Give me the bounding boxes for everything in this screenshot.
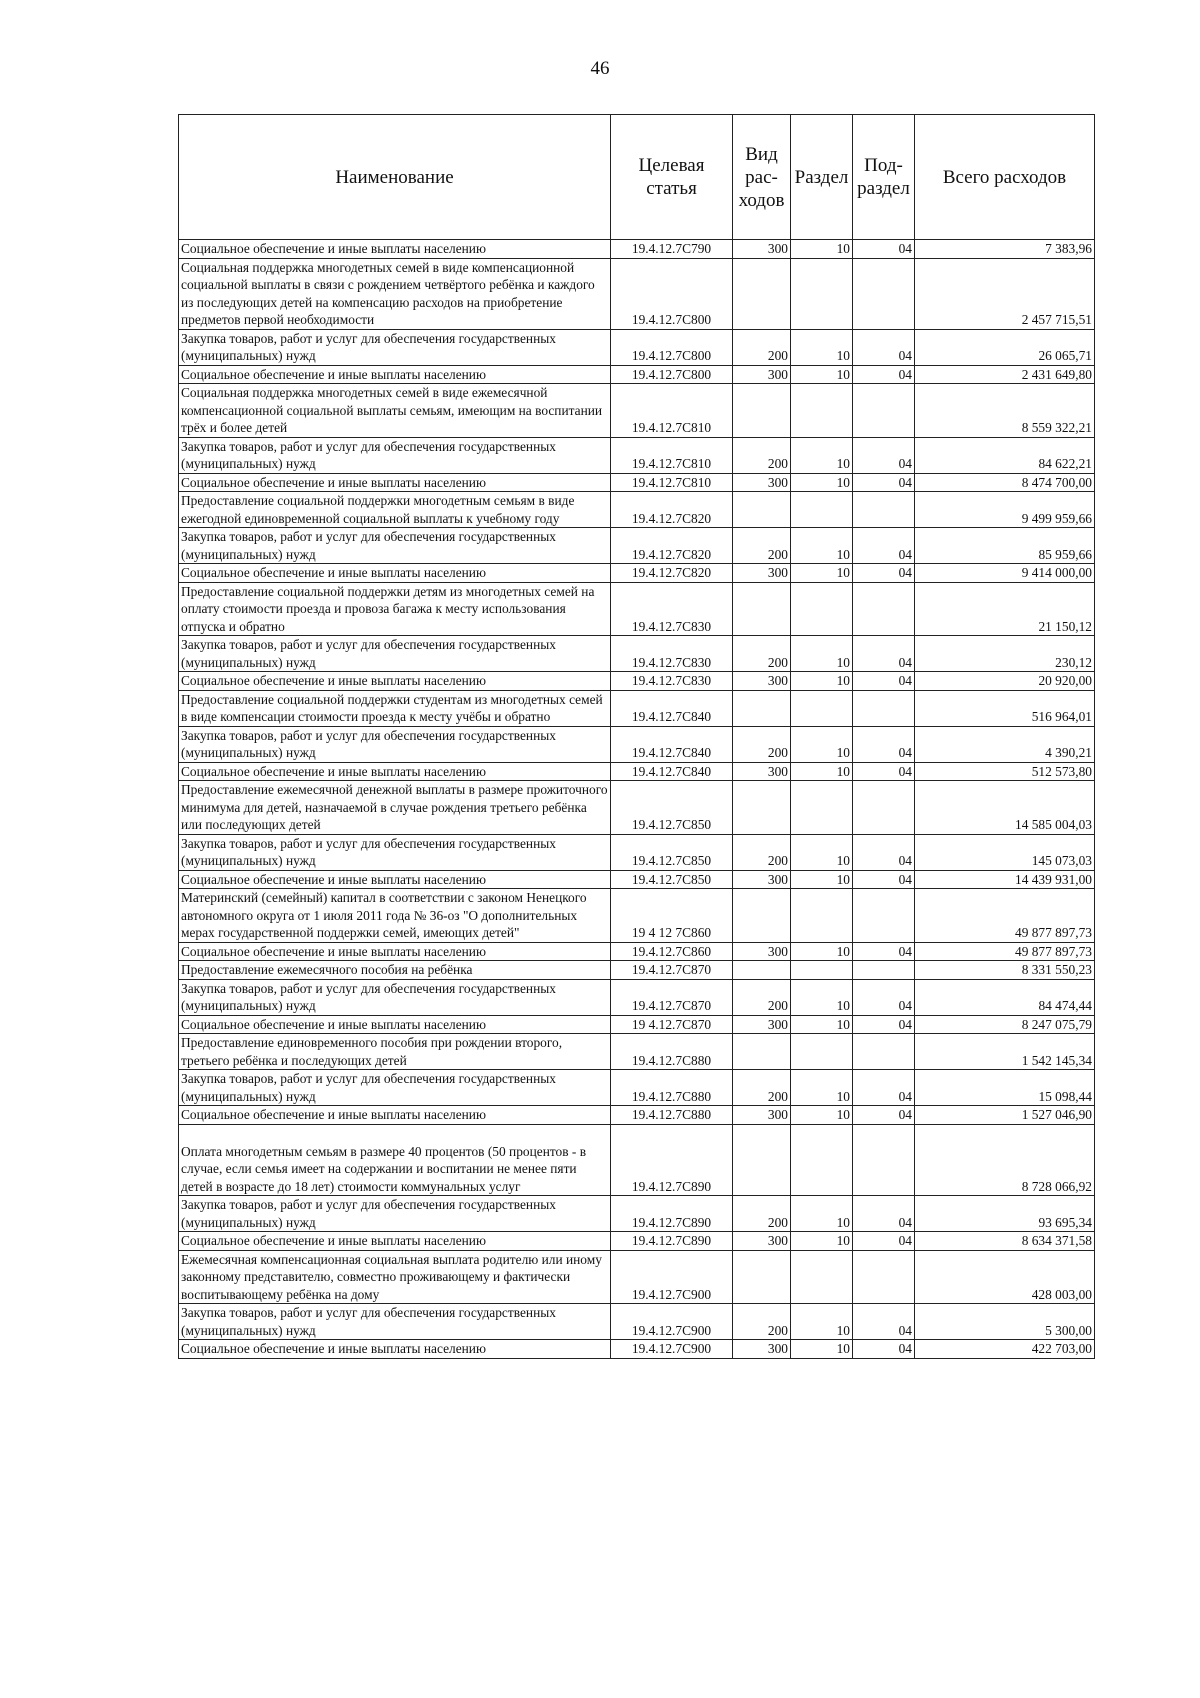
- row-total: 422 703,00: [915, 1340, 1095, 1359]
- row-expense-type: [733, 258, 791, 329]
- row-target-article: 19.4.12.7С830: [611, 582, 733, 636]
- table-row: [179, 1232, 1095, 1251]
- table-row: [179, 564, 1095, 583]
- row-target-article: 19.4.12.7С850: [611, 781, 733, 835]
- row-subsection: [853, 1034, 915, 1070]
- header-subsection-line2: раздел: [857, 178, 910, 199]
- row-name: Социальное обеспечение и иные выплаты населению: [179, 473, 611, 492]
- table-row: [179, 437, 1095, 473]
- row-section: [791, 492, 853, 528]
- row-total: 20 920,00: [915, 672, 1095, 691]
- row-subsection: [853, 1250, 915, 1304]
- row-name: Социальная поддержка многодетных семей в виде компенсационной социальной выплаты в связи с рождением четвёртого ребёнка и каждого из последующих детей на компенсацию расходов на приобретение предметов первой необходимости: [179, 258, 611, 329]
- row-target-article: 19.4.12.7С820: [611, 564, 733, 583]
- row-target-article: 19.4.12.7С790: [611, 240, 733, 259]
- row-target-article: 19.4.12.7С830: [611, 636, 733, 672]
- row-subsection: 04: [853, 870, 915, 889]
- table-row: [179, 240, 1095, 259]
- row-total: 7 383,96: [915, 240, 1095, 259]
- row-expense-type: 300: [733, 942, 791, 961]
- header-subsection-line1: Под-: [864, 155, 903, 176]
- row-section: 10: [791, 979, 853, 1015]
- row-expense-type: 300: [733, 1340, 791, 1359]
- row-total: 84 474,44: [915, 979, 1095, 1015]
- table-header-row: [179, 115, 1095, 240]
- row-subsection: [853, 384, 915, 438]
- row-total: 14 439 931,00: [915, 870, 1095, 889]
- row-target-article: 19.4.12.7С840: [611, 726, 733, 762]
- table-row: [179, 690, 1095, 726]
- table-row: [179, 384, 1095, 438]
- row-section: 10: [791, 1106, 853, 1125]
- row-target-article: 19.4.12.7С840: [611, 762, 733, 781]
- row-subsection: [853, 690, 915, 726]
- row-total: 14 585 004,03: [915, 781, 1095, 835]
- row-expense-type: 300: [733, 473, 791, 492]
- row-section: 10: [791, 1196, 853, 1232]
- row-name: Социальное обеспечение и иные выплаты населению: [179, 942, 611, 961]
- header-expense-type-line3: ходов: [738, 189, 785, 211]
- row-name: Социальное обеспечение и иные выплаты населению: [179, 240, 611, 259]
- row-name: Закупка товаров, работ и услуг для обеспечения государственных (муниципальных) нужд: [179, 834, 611, 870]
- table-row: [179, 961, 1095, 980]
- table-row: [179, 582, 1095, 636]
- row-subsection: 04: [853, 942, 915, 961]
- row-name: Предоставление социальной поддержки детям из многодетных семей на оплату стоимости проезда и провоза багажа к месту использования отпуска и обратно: [179, 582, 611, 636]
- row-subsection: 04: [853, 437, 915, 473]
- row-total: 84 622,21: [915, 437, 1095, 473]
- row-target-article: 19.4.12.7С810: [611, 384, 733, 438]
- row-expense-type: 200: [733, 329, 791, 365]
- row-name: Предоставление ежемесячного пособия на ребёнка: [179, 961, 611, 980]
- table-row: [179, 762, 1095, 781]
- row-subsection: [853, 889, 915, 943]
- row-name: Закупка товаров, работ и услуг для обеспечения государственных (муниципальных) нужд: [179, 636, 611, 672]
- row-section: [791, 961, 853, 980]
- row-name: Материнский (семейный) капитал в соответствии с законом Ненецкого автономного округа от 1 июля 2011 года № 36-оз "О дополнительных мерах государственной поддержки семей, имеющих детей": [179, 889, 611, 943]
- row-section: [791, 1250, 853, 1304]
- header-expense-type: [733, 115, 791, 240]
- table-row: [179, 1070, 1095, 1106]
- row-name: Закупка товаров, работ и услуг для обеспечения государственных (муниципальных) нужд: [179, 437, 611, 473]
- row-target-article: 19.4.12.7С800: [611, 365, 733, 384]
- row-section: 10: [791, 473, 853, 492]
- row-section: [791, 690, 853, 726]
- row-section: [791, 1034, 853, 1070]
- row-target-article: 19.4.12.7С810: [611, 473, 733, 492]
- row-name: Социальное обеспечение и иные выплаты населению: [179, 1232, 611, 1251]
- row-total: 49 877 897,73: [915, 889, 1095, 943]
- row-target-article: 19.4.12.7С870: [611, 961, 733, 980]
- row-total: 428 003,00: [915, 1250, 1095, 1304]
- row-expense-type: 200: [733, 726, 791, 762]
- row-total: 2 457 715,51: [915, 258, 1095, 329]
- row-expense-type: 200: [733, 834, 791, 870]
- row-total: 2 431 649,80: [915, 365, 1095, 384]
- row-expense-type: 300: [733, 365, 791, 384]
- row-name: Социальное обеспечение и иные выплаты населению: [179, 870, 611, 889]
- row-target-article: 19.4.12.7С880: [611, 1070, 733, 1106]
- row-name: Закупка товаров, работ и услуг для обеспечения государственных (муниципальных) нужд: [179, 1070, 611, 1106]
- row-subsection: 04: [853, 1070, 915, 1106]
- row-expense-type: [733, 384, 791, 438]
- row-expense-type: 200: [733, 979, 791, 1015]
- row-subsection: 04: [853, 636, 915, 672]
- row-total: 145 073,03: [915, 834, 1095, 870]
- row-name: Предоставление социальной поддержки многодетным семьям в виде ежегодной единовременной социальной выплаты к учебному году: [179, 492, 611, 528]
- row-subsection: [853, 492, 915, 528]
- row-target-article: 19 4.12.7С870: [611, 1015, 733, 1034]
- row-expense-type: 300: [733, 762, 791, 781]
- row-section: [791, 258, 853, 329]
- table-row: [179, 979, 1095, 1015]
- row-target-article: 19 4 12 7С860: [611, 889, 733, 943]
- row-name: Закупка товаров, работ и услуг для обеспечения государственных (муниципальных) нужд: [179, 329, 611, 365]
- table-row: [179, 889, 1095, 943]
- row-expense-type: [733, 690, 791, 726]
- row-section: 10: [791, 1232, 853, 1251]
- row-name: Закупка товаров, работ и услуг для обеспечения государственных (муниципальных) нужд: [179, 979, 611, 1015]
- row-subsection: 04: [853, 672, 915, 691]
- row-section: 10: [791, 726, 853, 762]
- row-section: 10: [791, 636, 853, 672]
- row-subsection: [853, 582, 915, 636]
- table-row: [179, 473, 1095, 492]
- row-target-article: 19.4.12.7С880: [611, 1034, 733, 1070]
- header-expense-type-line1: Вид: [745, 143, 778, 165]
- row-total: 512 573,80: [915, 762, 1095, 781]
- row-target-article: 19.4.12.7С900: [611, 1340, 733, 1359]
- row-expense-type: [733, 1124, 791, 1196]
- row-subsection: 04: [853, 528, 915, 564]
- row-section: 10: [791, 329, 853, 365]
- row-name: Социальное обеспечение и иные выплаты населению: [179, 672, 611, 691]
- row-expense-type: 200: [733, 528, 791, 564]
- row-section: 10: [791, 437, 853, 473]
- row-target-article: 19.4.12.7С870: [611, 979, 733, 1015]
- row-subsection: [853, 961, 915, 980]
- row-section: 10: [791, 942, 853, 961]
- row-target-article: 19.4.12.7С850: [611, 834, 733, 870]
- table-row: [179, 636, 1095, 672]
- row-expense-type: 300: [733, 1015, 791, 1034]
- row-expense-type: 300: [733, 1232, 791, 1251]
- table-row: [179, 528, 1095, 564]
- row-name: Оплата многодетным семьям в размере 40 процентов (50 процентов - в случае, если семья имеет на содержании и воспитании не менее пяти детей в возрасте до 18 лет) стоимости коммунальных услуг: [179, 1124, 611, 1196]
- row-section: 10: [791, 1015, 853, 1034]
- row-expense-type: 200: [733, 1304, 791, 1340]
- row-subsection: [853, 258, 915, 329]
- row-name: Социальная поддержка многодетных семей в виде ежемесячной компенсационной социальной выплаты семьям, имеющим на воспитании трёх и более детей: [179, 384, 611, 438]
- table-row: [179, 1196, 1095, 1232]
- table-row: [179, 1015, 1095, 1034]
- row-name: Социальное обеспечение и иные выплаты населению: [179, 1106, 611, 1125]
- row-expense-type: 300: [733, 1106, 791, 1125]
- row-subsection: 04: [853, 473, 915, 492]
- row-section: 10: [791, 1070, 853, 1106]
- row-total: 1 542 145,34: [915, 1034, 1095, 1070]
- row-expense-type: [733, 1250, 791, 1304]
- row-subsection: 04: [853, 1232, 915, 1251]
- row-total: 49 877 897,73: [915, 942, 1095, 961]
- row-total: 93 695,34: [915, 1196, 1095, 1232]
- row-total: 9 499 959,66: [915, 492, 1095, 528]
- row-total: 85 959,66: [915, 528, 1095, 564]
- table-row: [179, 258, 1095, 329]
- row-expense-type: 200: [733, 636, 791, 672]
- header-name: Наименование: [179, 115, 611, 240]
- row-target-article: 19.4.12.7С890: [611, 1232, 733, 1251]
- row-section: [791, 384, 853, 438]
- header-section: Раздел: [791, 115, 853, 240]
- row-name: Социальное обеспечение и иные выплаты населению: [179, 1015, 611, 1034]
- row-expense-type: 200: [733, 437, 791, 473]
- table-row: [179, 870, 1095, 889]
- header-total: Всего расходов: [915, 115, 1095, 240]
- row-name: Закупка товаров, работ и услуг для обеспечения государственных (муниципальных) нужд: [179, 1304, 611, 1340]
- row-expense-type: 300: [733, 564, 791, 583]
- row-subsection: 04: [853, 365, 915, 384]
- row-expense-type: [733, 582, 791, 636]
- row-subsection: 04: [853, 1015, 915, 1034]
- row-name: Закупка товаров, работ и услуг для обеспечения государственных (муниципальных) нужд: [179, 726, 611, 762]
- row-target-article: 19.4.12.7С890: [611, 1124, 733, 1196]
- row-target-article: 19.4.12.7С800: [611, 258, 733, 329]
- row-target-article: 19.4.12.7С850: [611, 870, 733, 889]
- row-target-article: 19.4.12.7С830: [611, 672, 733, 691]
- row-subsection: 04: [853, 726, 915, 762]
- row-target-article: 19.4.12.7С800: [611, 329, 733, 365]
- table-row: [179, 329, 1095, 365]
- header-target-article: Целевая статья: [611, 115, 733, 240]
- row-section: 10: [791, 762, 853, 781]
- row-section: 10: [791, 672, 853, 691]
- row-subsection: 04: [853, 564, 915, 583]
- row-target-article: 19.4.12.7С860: [611, 942, 733, 961]
- table-row: [179, 492, 1095, 528]
- row-subsection: 04: [853, 1106, 915, 1125]
- row-subsection: 04: [853, 1340, 915, 1359]
- row-subsection: 04: [853, 1304, 915, 1340]
- row-subsection: 04: [853, 1196, 915, 1232]
- row-target-article: 19.4.12.7С810: [611, 437, 733, 473]
- header-subsection: [853, 115, 915, 240]
- row-target-article: 19.4.12.7С900: [611, 1250, 733, 1304]
- table-row: [179, 1304, 1095, 1340]
- row-expense-type: [733, 961, 791, 980]
- header-expense-type-line2: рас-: [745, 166, 778, 188]
- row-target-article: 19.4.12.7С890: [611, 1196, 733, 1232]
- row-section: [791, 582, 853, 636]
- table-row: [179, 726, 1095, 762]
- row-target-article: 19.4.12.7С880: [611, 1106, 733, 1125]
- table-row: [179, 1340, 1095, 1359]
- row-name: Закупка товаров, работ и услуг для обеспечения государственных (муниципальных) нужд: [179, 528, 611, 564]
- row-target-article: 19.4.12.7С820: [611, 492, 733, 528]
- row-name: Ежемесячная компенсационная социальная выплата родителю или иному законному представителю, совместно проживающему и фактически воспитывающему ребёнка на дому: [179, 1250, 611, 1304]
- row-expense-type: 200: [733, 1070, 791, 1106]
- row-name: Социальное обеспечение и иные выплаты населению: [179, 762, 611, 781]
- row-subsection: 04: [853, 329, 915, 365]
- row-section: 10: [791, 870, 853, 889]
- budget-table: [178, 114, 1095, 1359]
- row-total: 21 150,12: [915, 582, 1095, 636]
- row-expense-type: 300: [733, 240, 791, 259]
- row-section: 10: [791, 564, 853, 583]
- row-section: [791, 889, 853, 943]
- table-row: [179, 1250, 1095, 1304]
- row-total: 4 390,21: [915, 726, 1095, 762]
- row-expense-type: [733, 889, 791, 943]
- table-row: [179, 1106, 1095, 1125]
- row-total: 9 414 000,00: [915, 564, 1095, 583]
- table-row: [179, 942, 1095, 961]
- row-expense-type: 300: [733, 870, 791, 889]
- row-section: 10: [791, 528, 853, 564]
- table-row: [179, 834, 1095, 870]
- row-name: Социальное обеспечение и иные выплаты населению: [179, 1340, 611, 1359]
- row-total: 1 527 046,90: [915, 1106, 1095, 1125]
- row-total: 230,12: [915, 636, 1095, 672]
- page-number: 46: [590, 58, 610, 79]
- table-row: [179, 672, 1095, 691]
- table-row: [179, 1034, 1095, 1070]
- row-target-article: 19.4.12.7С900: [611, 1304, 733, 1340]
- row-expense-type: [733, 781, 791, 835]
- row-total: 516 964,01: [915, 690, 1095, 726]
- row-name: Социальное обеспечение и иные выплаты населению: [179, 365, 611, 384]
- row-section: 10: [791, 834, 853, 870]
- row-target-article: 19.4.12.7С820: [611, 528, 733, 564]
- row-subsection: [853, 1124, 915, 1196]
- table-row: [179, 1124, 1095, 1196]
- row-target-article: 19.4.12.7С840: [611, 690, 733, 726]
- row-expense-type: 200: [733, 1196, 791, 1232]
- row-total: 8 331 550,23: [915, 961, 1095, 980]
- row-expense-type: 300: [733, 672, 791, 691]
- row-name: Закупка товаров, работ и услуг для обеспечения государственных (муниципальных) нужд: [179, 1196, 611, 1232]
- table-row: [179, 781, 1095, 835]
- row-total: 26 065,71: [915, 329, 1095, 365]
- row-subsection: 04: [853, 762, 915, 781]
- row-total: 8 634 371,58: [915, 1232, 1095, 1251]
- row-name: Предоставление социальной поддержки студентам из многодетных семей в виде компенсации стоимости проезда к месту учёбы и обратно: [179, 690, 611, 726]
- row-name: Предоставление единовременного пособия при рождении второго, третьего ребёнка и последующих детей: [179, 1034, 611, 1070]
- row-total: 8 474 700,00: [915, 473, 1095, 492]
- row-name: Предоставление ежемесячной денежной выплаты в размере прожиточного минимума для детей, назначаемой в случае рождения третьего ребёнка или последующих детей: [179, 781, 611, 835]
- table-row: [179, 365, 1095, 384]
- row-section: [791, 781, 853, 835]
- row-total: 5 300,00: [915, 1304, 1095, 1340]
- row-section: [791, 1124, 853, 1196]
- row-section: 10: [791, 365, 853, 384]
- row-name: Социальное обеспечение и иные выплаты населению: [179, 564, 611, 583]
- row-expense-type: [733, 1034, 791, 1070]
- row-subsection: [853, 781, 915, 835]
- row-subsection: 04: [853, 834, 915, 870]
- row-section: 10: [791, 1304, 853, 1340]
- row-expense-type: [733, 492, 791, 528]
- row-total: 8 728 066,92: [915, 1124, 1095, 1196]
- row-total: 15 098,44: [915, 1070, 1095, 1106]
- row-total: 8 559 322,21: [915, 384, 1095, 438]
- row-subsection: 04: [853, 240, 915, 259]
- row-total: 8 247 075,79: [915, 1015, 1095, 1034]
- row-subsection: 04: [853, 979, 915, 1015]
- row-section: 10: [791, 240, 853, 259]
- row-section: 10: [791, 1340, 853, 1359]
